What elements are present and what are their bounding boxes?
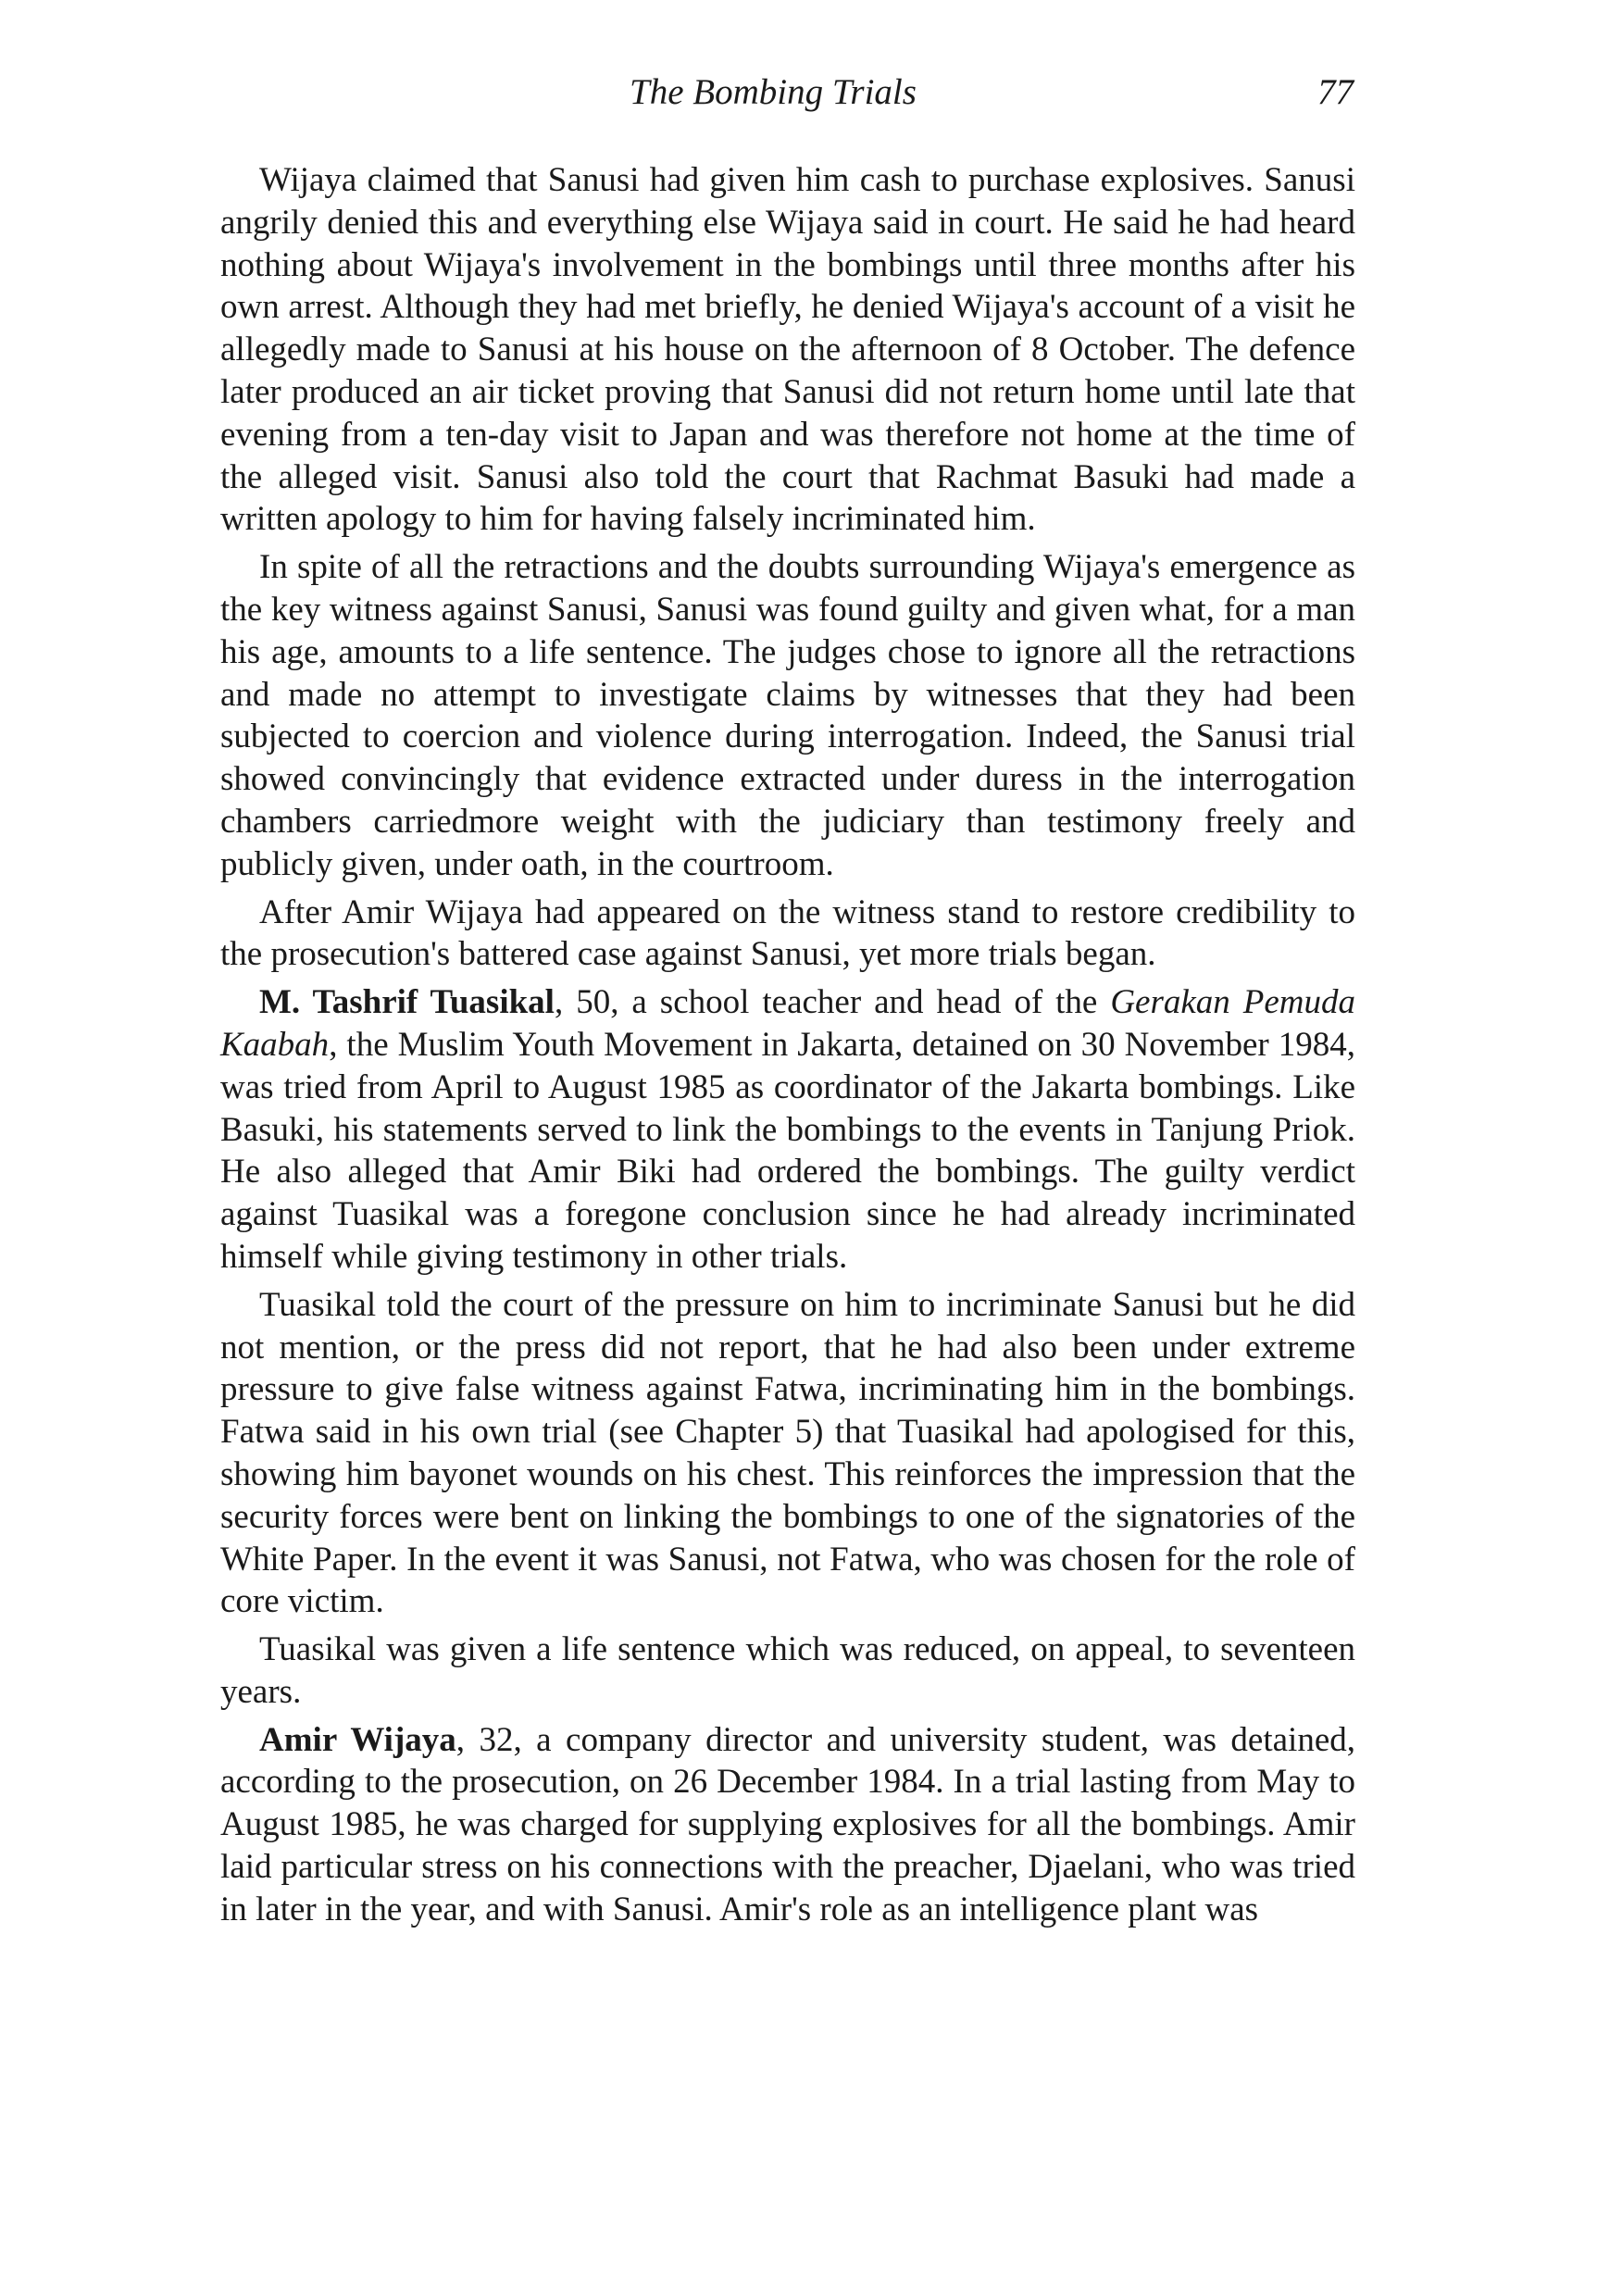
paragraph-text-segment: , 50, a school teacher and head of the	[554, 983, 1111, 1022]
paragraph-more-trials: After Amir Wijaya had appeared on the witness stand to restore credibility to the prosecution's battered case against Sanusi, yet more trials began.	[220, 892, 1355, 974]
page-number: 77	[1317, 72, 1354, 112]
paragraph-tuasikal-profile	[220, 981, 1355, 1279]
paragraph-retractions: In spite of all the retractions and the doubts surrounding Wijaya's emergence as the key witness against Sanusi, Sanusi was found guilty and given what, for a man his age, amounts to a life sentence. The judges chose to ignore all the retractions and made no attempt to investigate claims by witnesses that they had been subjected to coercion and violence during interrogation. Indeed, the Sanusi trial showed convincingly that evidence extracted under duress in the interrogation chambers carriedmore weight with the judiciary than testimony freely and publicly given, under oath, in the courtroom.	[220, 548, 1355, 883]
organization-name: Gerakan Pemuda Kaabah	[220, 983, 1356, 1064]
paragraph-wijaya-claim: Wijaya claimed that Sanusi had given him cash to purchase explosives. Sanusi angrily denied this and everything else Wijaya said in court. He said he had heard nothing about Wijaya's involvement in the bombings until three months after his own arrest. Although they had met briefly, he denied Wijaya's account of a visit he allegedly made to Sanusi at his house on the afternoon of 8 October. The defence later produced an air ticket proving that Sanusi did not return home until late that evening from a ten-day visit to Japan and was therefore not home at the time of the alleged visit. Sanusi also told the court that Rachmat Basuki had made a written apology to him for having falsely incriminated him.	[220, 161, 1355, 539]
paragraph-text-segment: , 32, a company director and university student, was detained, according to the prosecution, on 26 December 1984. In a trial lasting from May to August 1985, he was charged for supplying explosives for all the bombings. Amir laid particular stress on his connections with the preacher, Djaelani, who was tried in later in the year, and with Sanusi. Amir's role as an intelligence plant was	[220, 1720, 1355, 1928]
paragraph-tuasikal-pressure: Tuasikal told the court of the pressure on him to incriminate Sanusi but he did not mention, or the press did not report, that he had also been under extreme pressure to give false witness against Fatwa, incriminating him in the bombings. Fatwa said in his own trial (see Chapter 5) that Tuasikal had apologised for this, showing him bayonet wounds on his chest. This reinforces the impression that the security forces were bent on linking the bombings to one of the signatories of the White Paper. In the event it was Sanusi, not Fatwa, who was chosen for the role of core victim.	[220, 1285, 1355, 1621]
paragraph-text-segment: , the Muslim Youth Movement in Jakarta, detained on 30 November 1984, was tried from April to August 1985 as coordinator of the Jakarta bombings. Like Basuki, his statements served to link the bombings to the events in Tanjung Priok. He also alleged that Amir Biki had ordered the bombings. The guilty verdict against Tuasikal was a foregone conclusion since he had already incriminated himself while giving testimony in other trials.	[220, 1025, 1355, 1276]
paragraph-amir-wijaya-profile	[220, 1719, 1355, 1931]
paragraph-tuasikal-sentence: Tuasikal was given a life sentence which was reduced, on appeal, to seventeen years.	[220, 1630, 1355, 1711]
running-header	[0, 65, 1622, 120]
defendant-name-amir-wijaya: Amir Wijaya	[259, 1720, 456, 1759]
body-text	[220, 159, 1355, 1937]
defendant-name-tuasikal: M. Tashrif Tuasikal	[259, 983, 555, 1022]
running-title: The Bombing Trials	[630, 72, 917, 112]
